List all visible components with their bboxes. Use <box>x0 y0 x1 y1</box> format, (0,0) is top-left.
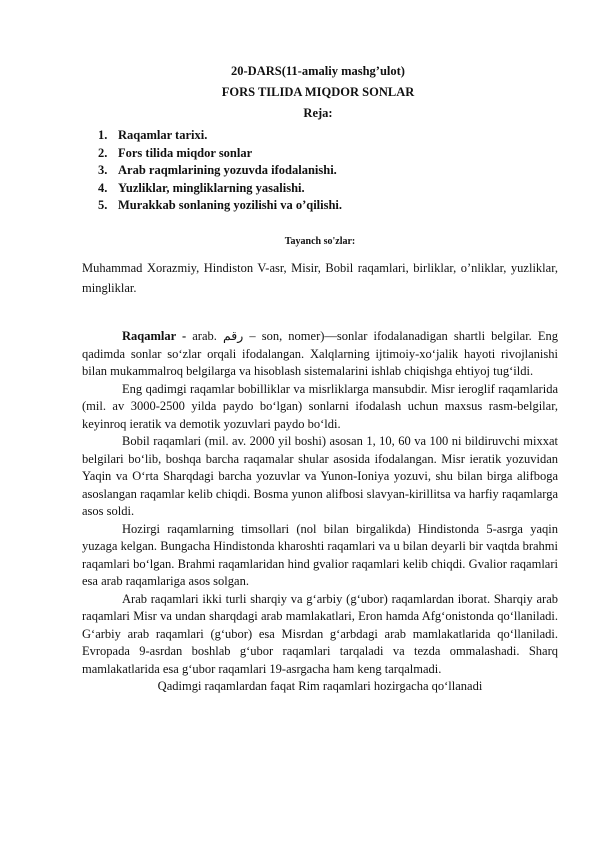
plan-list <box>98 127 342 215</box>
lesson-title: 20-DARS(11-amaliy mashg’ulot) <box>231 64 405 78</box>
paragraph: Arab raqamlari ikki turli sharqiy va g‘arbiy (g‘ubor) raqamlardan iborat. Sharqiy arab raqamlari Misr va undan sharqdagi arab mamlakatlari, Eron hamda Afg‘onistonda qo‘llaniladi. G‘arbiy arab raqamlari (g‘ubor) esa Misrdan g‘arbdagi arab mamlakatlarida qo‘llaniladi. Evropada 9-asrdan boshlab g‘ubor raqamlari tarqaladi va tezda ommalashadi. Sharq mamlakatlarida esa g‘ubor raqamlari 19-asrgacha ham keng tarqalmadi. <box>82 591 558 676</box>
definition-term: Raqamlar - <box>122 329 187 343</box>
paragraph-definition <box>82 328 558 381</box>
plan-item-text: Arab raqmlarining yozuvda ifodalanishi. <box>118 163 337 177</box>
plan-item-number: 3. <box>98 163 108 177</box>
plan-item-text: Raqamlar tarixi. <box>118 128 208 142</box>
plan-item-number: 1. <box>98 128 108 142</box>
topic-title: FORS TILIDA MIQDOR SONLAR <box>221 85 415 99</box>
plan-item <box>98 162 342 180</box>
paragraph: Hozirgi raqamlarning timsollari (nol bilan birgalikda) Hindistonda 5-asrga yaqin yuzaga kelgan. Bungacha Hindistonda kharoshti raqamlari va u bilan deyarli bir vaqtda brahmi raqamlari bo‘lgan. Brahmi raqamlaridan hind gvalior raqamlari kelib chiqdi. Gvalior raqamlari esa arab raqamlariga asos solgan. <box>82 521 558 588</box>
plan-label: Reja: <box>303 106 333 120</box>
definition-text: arab. رقم – son, nomer)—sonlar ifodalanadigan shartli belgilar. Eng qadimda sonlar so‘zlar orqali ifodalangan. Xalqlarning ijtimoiy-xo‘jalik hayoti rivojlanishi bilan mukammalroq belgilarga va hisoblash sistemalarini ishlab chiqishga ehtiyoj tug‘ildi. <box>82 329 559 378</box>
keywords-label: Tayanch so'zlar: <box>284 236 356 247</box>
keywords-text: Muhammad Xorazmiy, Hindiston V-asr, Misir, Bobil raqamlari, birliklar, o’nliklar, yuzliklar, mingliklar. <box>82 261 558 295</box>
plan-item <box>98 180 342 198</box>
plan-item-number: 2. <box>98 145 108 160</box>
plan-item-number: 5. <box>98 198 108 212</box>
paragraph: Bobil raqamlari (mil. av. 2000 yil boshi) asosan 1, 10, 60 va 100 ni bildiruvchi mixxat belgilari bo‘lib, boshqa barcha raqamalar shular asosida ifodalangan. Misr ieratik yozuvidan Yaqin va O‘rta Sharqdagi barcha yozuvlar va Yunon-Ioniya yozuvi, shu bilan birga alifboga asoslangan raqamlar kelib chiqdi. Bosma yunon alifbosi slavyan-kirillitsa va harfiy raqamlarga asos soldi. <box>82 434 558 518</box>
plan-item <box>98 127 342 145</box>
plan-item <box>98 145 342 163</box>
plan-item-text: Murakkab sonlaning yozilishi va o’qilishi. <box>118 198 343 212</box>
plan-item-text: Yuzliklar, mingliklarning yasalishi. <box>118 180 305 195</box>
body-text <box>82 328 558 696</box>
plan-item-number: 4. <box>98 180 108 195</box>
paragraph: Qadimgi raqamlardan faqat Rim raqamlari hozirgacha qo‘llanadi <box>157 679 483 693</box>
plan-item <box>98 197 342 215</box>
paragraph: Eng qadimgi raqamlar bobilliklar va misrliklarga mansubdir. Misr ieroglif raqamlarida (mil. av 3000-2500 yilda paydo bo‘lgan) sonlarni ifodalash uchun maxsus rasm-belgilar, keyinroq ieratik va demotik yozuvlari paydo bo‘ldi. <box>82 381 558 431</box>
plan-item-text: Fors tilida miqdor sonlar <box>118 145 253 160</box>
